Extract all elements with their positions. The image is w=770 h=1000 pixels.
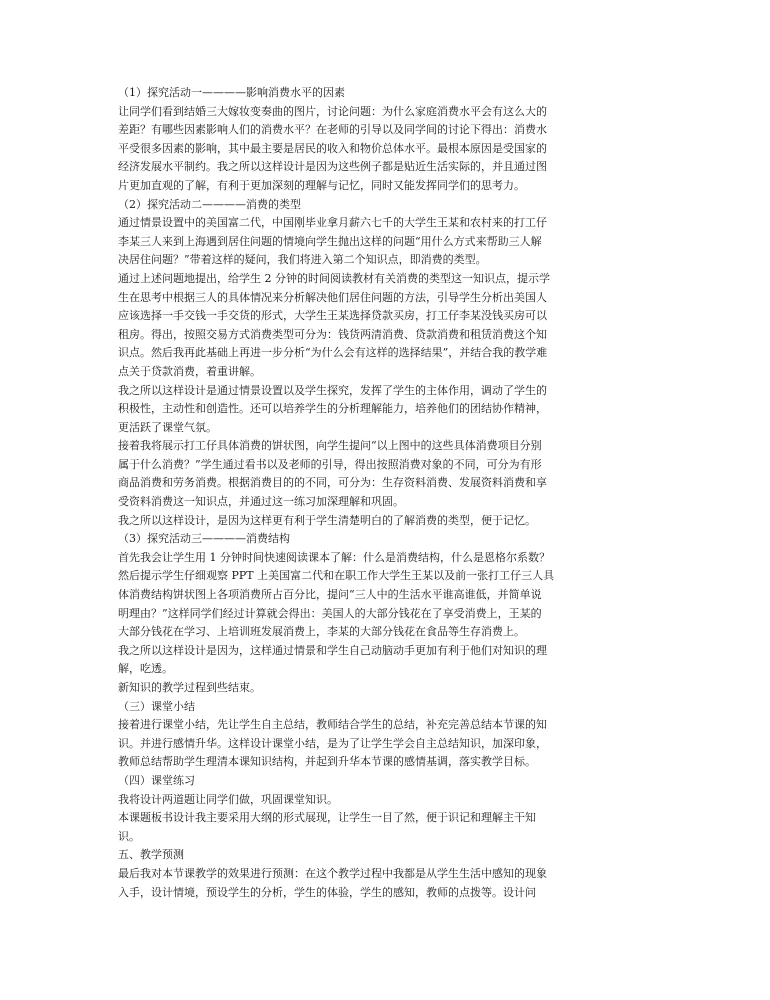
- text-line: 明理由？”这样同学们经过计算就会得出：美国人的大部分钱花在了享受消费上，王某的: [118, 606, 542, 620]
- text-line: 租房。得出，按照交易方式消费类型可分为：钱货两清消费、贷款消费和租赁消费这个知: [118, 327, 547, 341]
- text-line: 接着进行课堂小结，先让学生自主总结，教师结合学生的总结，补充完善总结本节课的知: [118, 718, 547, 732]
- text-line: 经济发展水平制约。我之所以这样设计是因为这些例子都是贴近生活实际的，并且通过图: [118, 160, 547, 174]
- text-line: （3）探究活动三————消费结构: [118, 532, 290, 546]
- text-line: 生在思考中根据三人的具体情况来分析解决他们居住问题的方法，引导学生分析出美国人: [118, 290, 547, 304]
- text-line: 接着我将展示打工仔具体消费的饼状图，向学生提问“以上图中的这些具体消费项目分别: [118, 439, 542, 453]
- text-line: 差距？有哪些因素影响人们的消费水平？在老师的引导以及同学间的讨论下得出：消费水: [118, 123, 547, 137]
- text-line: 商品消费和劳务消费。根据消费目的的不同，可分为：生存资料消费、发展资料消费和享: [118, 476, 547, 490]
- text-line: 李某三人来到上海遇到居住问题的情境向学生抛出这样的问题“用什么方式来帮助三人解: [118, 234, 542, 248]
- text-line: 我之所以这样设计是通过情景设置以及学生探究，发挥了学生的主体作用，调动了学生的: [118, 383, 547, 397]
- text-line: 平受很多因素的影响，其中最主要是居民的收入和物价总体水平。最根本原因是受国家的: [118, 141, 547, 155]
- text-line: 大部分钱花在学习、上培训班发展消费上，李某的大部分钱花在食品等生存消费上。: [118, 625, 525, 639]
- text-line: 识点。然后我再此基础上再进一步分析“为什么会有这样的选择结果”，并结合我的教学难: [118, 346, 548, 360]
- text-line: 我将设计两道题让同学们做，巩固课堂知识。: [118, 792, 338, 806]
- text-line: 积极性，主动性和创造性。还可以培养学生的分析理解能力，培养他们的团结协作精神，: [118, 402, 547, 416]
- text-line: 识。并进行感情升华。这样设计课堂小结，是为了让学生学会自主总结知识，加深印象，: [118, 736, 547, 750]
- text-line: 体消费结构饼状图上各项消费所占百分比，提问“三人中的生活水平谁高谁低，并简单说: [118, 588, 542, 602]
- text-line: 解，吃透。: [118, 662, 173, 676]
- text-line: 点关于贷款消费，着重讲解。: [118, 364, 261, 378]
- text-line: 我之所以这样设计是因为，这样通过情景和学生自己动脑动手更加有利于他们对知识的理: [118, 643, 547, 657]
- text-line: 然后提示学生仔细观察 PPT 上美国富二代和在职工作大学生王某以及前一张打工仔三人具: [118, 569, 555, 583]
- text-line: 新知识的教学过程到些结束。: [118, 681, 261, 694]
- text-line: 五、教学预测: [118, 848, 184, 862]
- text-line: 决居住问题？”带着这样的疑问，我们将进入第二个知识点，即消费的类型。: [118, 253, 487, 267]
- text-line: 应该选择一手交钱一手交货的形式，大学生王某选择贷款买房，打工仔李某没钱买房可以: [118, 309, 547, 323]
- text-line: 让同学们看到结婚三大嫁妆变奏曲的图片，讨论问题：为什么家庭消费水平会有这么大的: [118, 104, 547, 118]
- text-line: 最后我对本节课教学的效果进行预测：在这个教学过程中我都是从学生生活中感知的现象: [118, 866, 547, 880]
- text-line: 通过情景设置中的美国富二代，中国刚毕业拿月薪六七千的大学生王某和农村来的打工仔: [118, 216, 547, 230]
- text-line: 我之所以这样设计，是因为这样更有利于学生清楚明白的了解消费的类型，便于记忆。: [118, 513, 536, 527]
- text-line: 首先我会让学生用 1 分钟时间快速阅读课本了解：什么是消费结构，什么是恩格尔系数？: [118, 550, 550, 564]
- text-line: 片更加直观的了解，有利于更加深刻的理解与记忆，同时又能发挥同学们的思考力。: [118, 178, 525, 192]
- text-line: 入手，设计情境，预设学生的分析，学生的体验，学生的感知，教师的点拨等。设计问: [118, 885, 536, 899]
- text-line: （四）课堂练习: [118, 773, 195, 787]
- text-line: 本课题板书设计我主要采用大纲的形式展现，让学生一目了然，便于识记和理解主干知: [118, 811, 536, 825]
- text-line: 教师总结帮助学生理清本课知识结构，并起到升华本节课的感情基调，落实教学目标。: [118, 755, 536, 769]
- text-line: 受资料消费这一知识点，并通过这一练习加深理解和巩固。: [118, 495, 404, 509]
- text-line: （2）探究活动二————消费的类型: [118, 197, 301, 211]
- document-body: [118, 84, 658, 902]
- text-line: 识。: [118, 829, 140, 843]
- text-line: 通过上述问题地提出，给学生 2 分钟的时间阅读教材有关消费的类型这一知识点，提示学: [118, 271, 550, 285]
- text-line: 更活跃了课堂气氛。: [118, 420, 217, 434]
- text-line: （1）探究活动一————影响消费水平的因素: [118, 86, 345, 99]
- text-line: 属于什么消费？”学生通过看书以及老师的引导，得出按照消费对象的不同，可分为有形: [118, 457, 542, 471]
- text-line: （三）课堂小结: [118, 699, 195, 713]
